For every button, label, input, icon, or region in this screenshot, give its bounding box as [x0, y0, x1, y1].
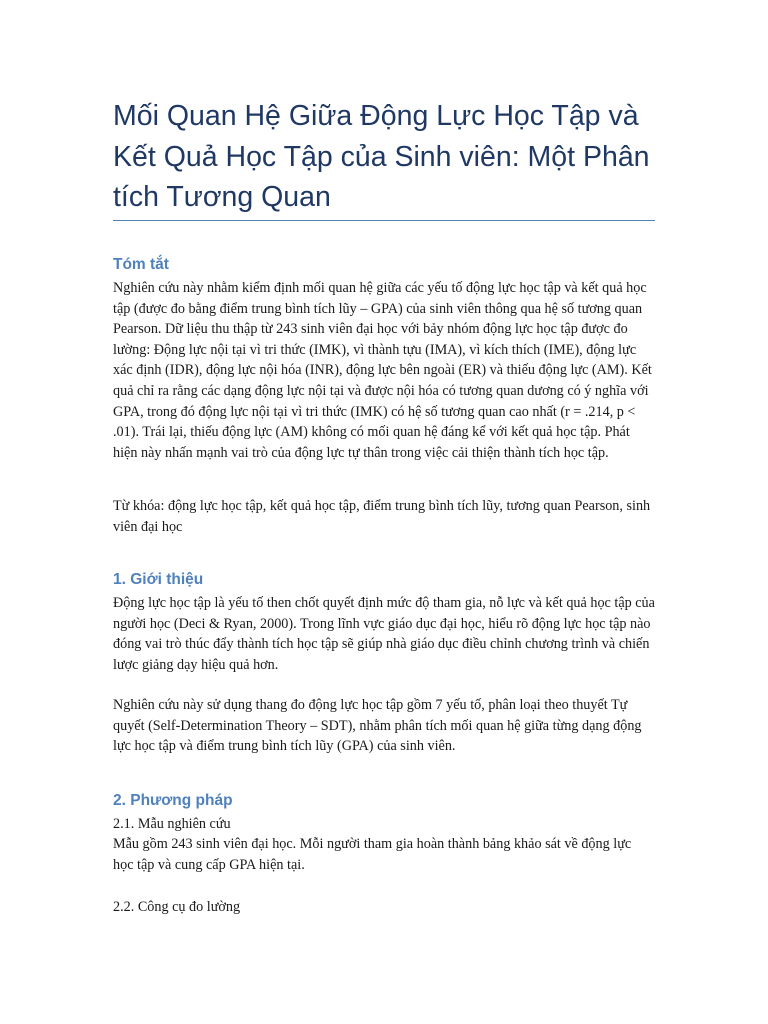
abstract-body: Nghiên cứu này nhằm kiểm định mối quan hệ giữa các yếu tố động lực học tập và kết quả học tập (được đo bằng điểm trung bình tích lũy – GPA) của sinh viên thông qua hệ số tương quan Pearson. Dữ liệu thu thập từ 243 sinh viên đại học với bảy nhóm động lực học tập được đo lường: Động lực nội tại vì tri thức (IMK), vì thành tựu (IMA), vì kích thích (IME), động lực xác định (IDR), động lực nội hóa (INR), động lực bên ngoài (ER) và thiếu động lực (AM). Kết quả chỉ ra rằng các dạng động lực nội tại và được nội hóa có tương quan dương có ý nghĩa với GPA, trong đó động lực nội tại vì tri thức (IMK) có hệ số tương quan cao nhất (r = .214, p < .01). Trái lại, thiếu động lực (AM) không có mối quan hệ đáng kể với kết quả học tập. Phát hiện này nhấn mạnh vai trò của động lực tự thân trong việc cải thiện thành tích học tập.: [113, 280, 652, 461]
introduction-paragraph-2: Nghiên cứu này sử dụng thang đo động lực học tập gồm 7 yếu tố, phân loại theo thuyết Tự quyết (Self-Determination Theory – SDT), nhằm phân tích mối quan hệ giữa từng dạng động lực học tập và điểm trung bình tích lũy (GPA) của sinh viên.: [113, 697, 642, 755]
methods-subsection-1-body: Mẫu gồm 243 sinh viên đại học. Mỗi người tham gia hoàn thành bảng khảo sát về động lực học tập và cung cấp GPA hiện tại.: [113, 836, 632, 873]
keywords-line: Từ khóa: động lực học tập, kết quả học tập, điểm trung bình tích lũy, tương quan Pearson, sinh viên đại học: [113, 498, 651, 535]
title-divider: [113, 220, 655, 221]
methods-subsection-1-title: 2.1. Mẫu nghiên cứu: [113, 816, 231, 832]
page-title: Mối Quan Hệ Giữa Động Lực Học Tập và Kết Quả Học Tập của Sinh viên: Một Phân tích Tương Quan: [113, 100, 650, 213]
introduction-paragraph-1: Động lực học tập là yếu tố then chốt quyết định mức độ tham gia, nỗ lực và kết quả học tập của người học (Deci & Ryan, 2000). Trong lĩnh vực giáo dục đại học, hiểu rõ động lực học tập nào đóng vai trò thúc đẩy thành tích học tập sẽ giúp nhà giáo dục điều chỉnh chương trình và chiến lược giảng dạy hiệu quả hơn.: [113, 595, 655, 673]
methods-subsection-2-title: 2.2. Công cụ đo lường: [113, 899, 241, 915]
abstract-heading: Tóm tắt: [113, 256, 169, 273]
methods-heading: 2. Phương pháp: [113, 792, 233, 809]
introduction-heading: 1. Giới thiệu: [113, 571, 204, 588]
